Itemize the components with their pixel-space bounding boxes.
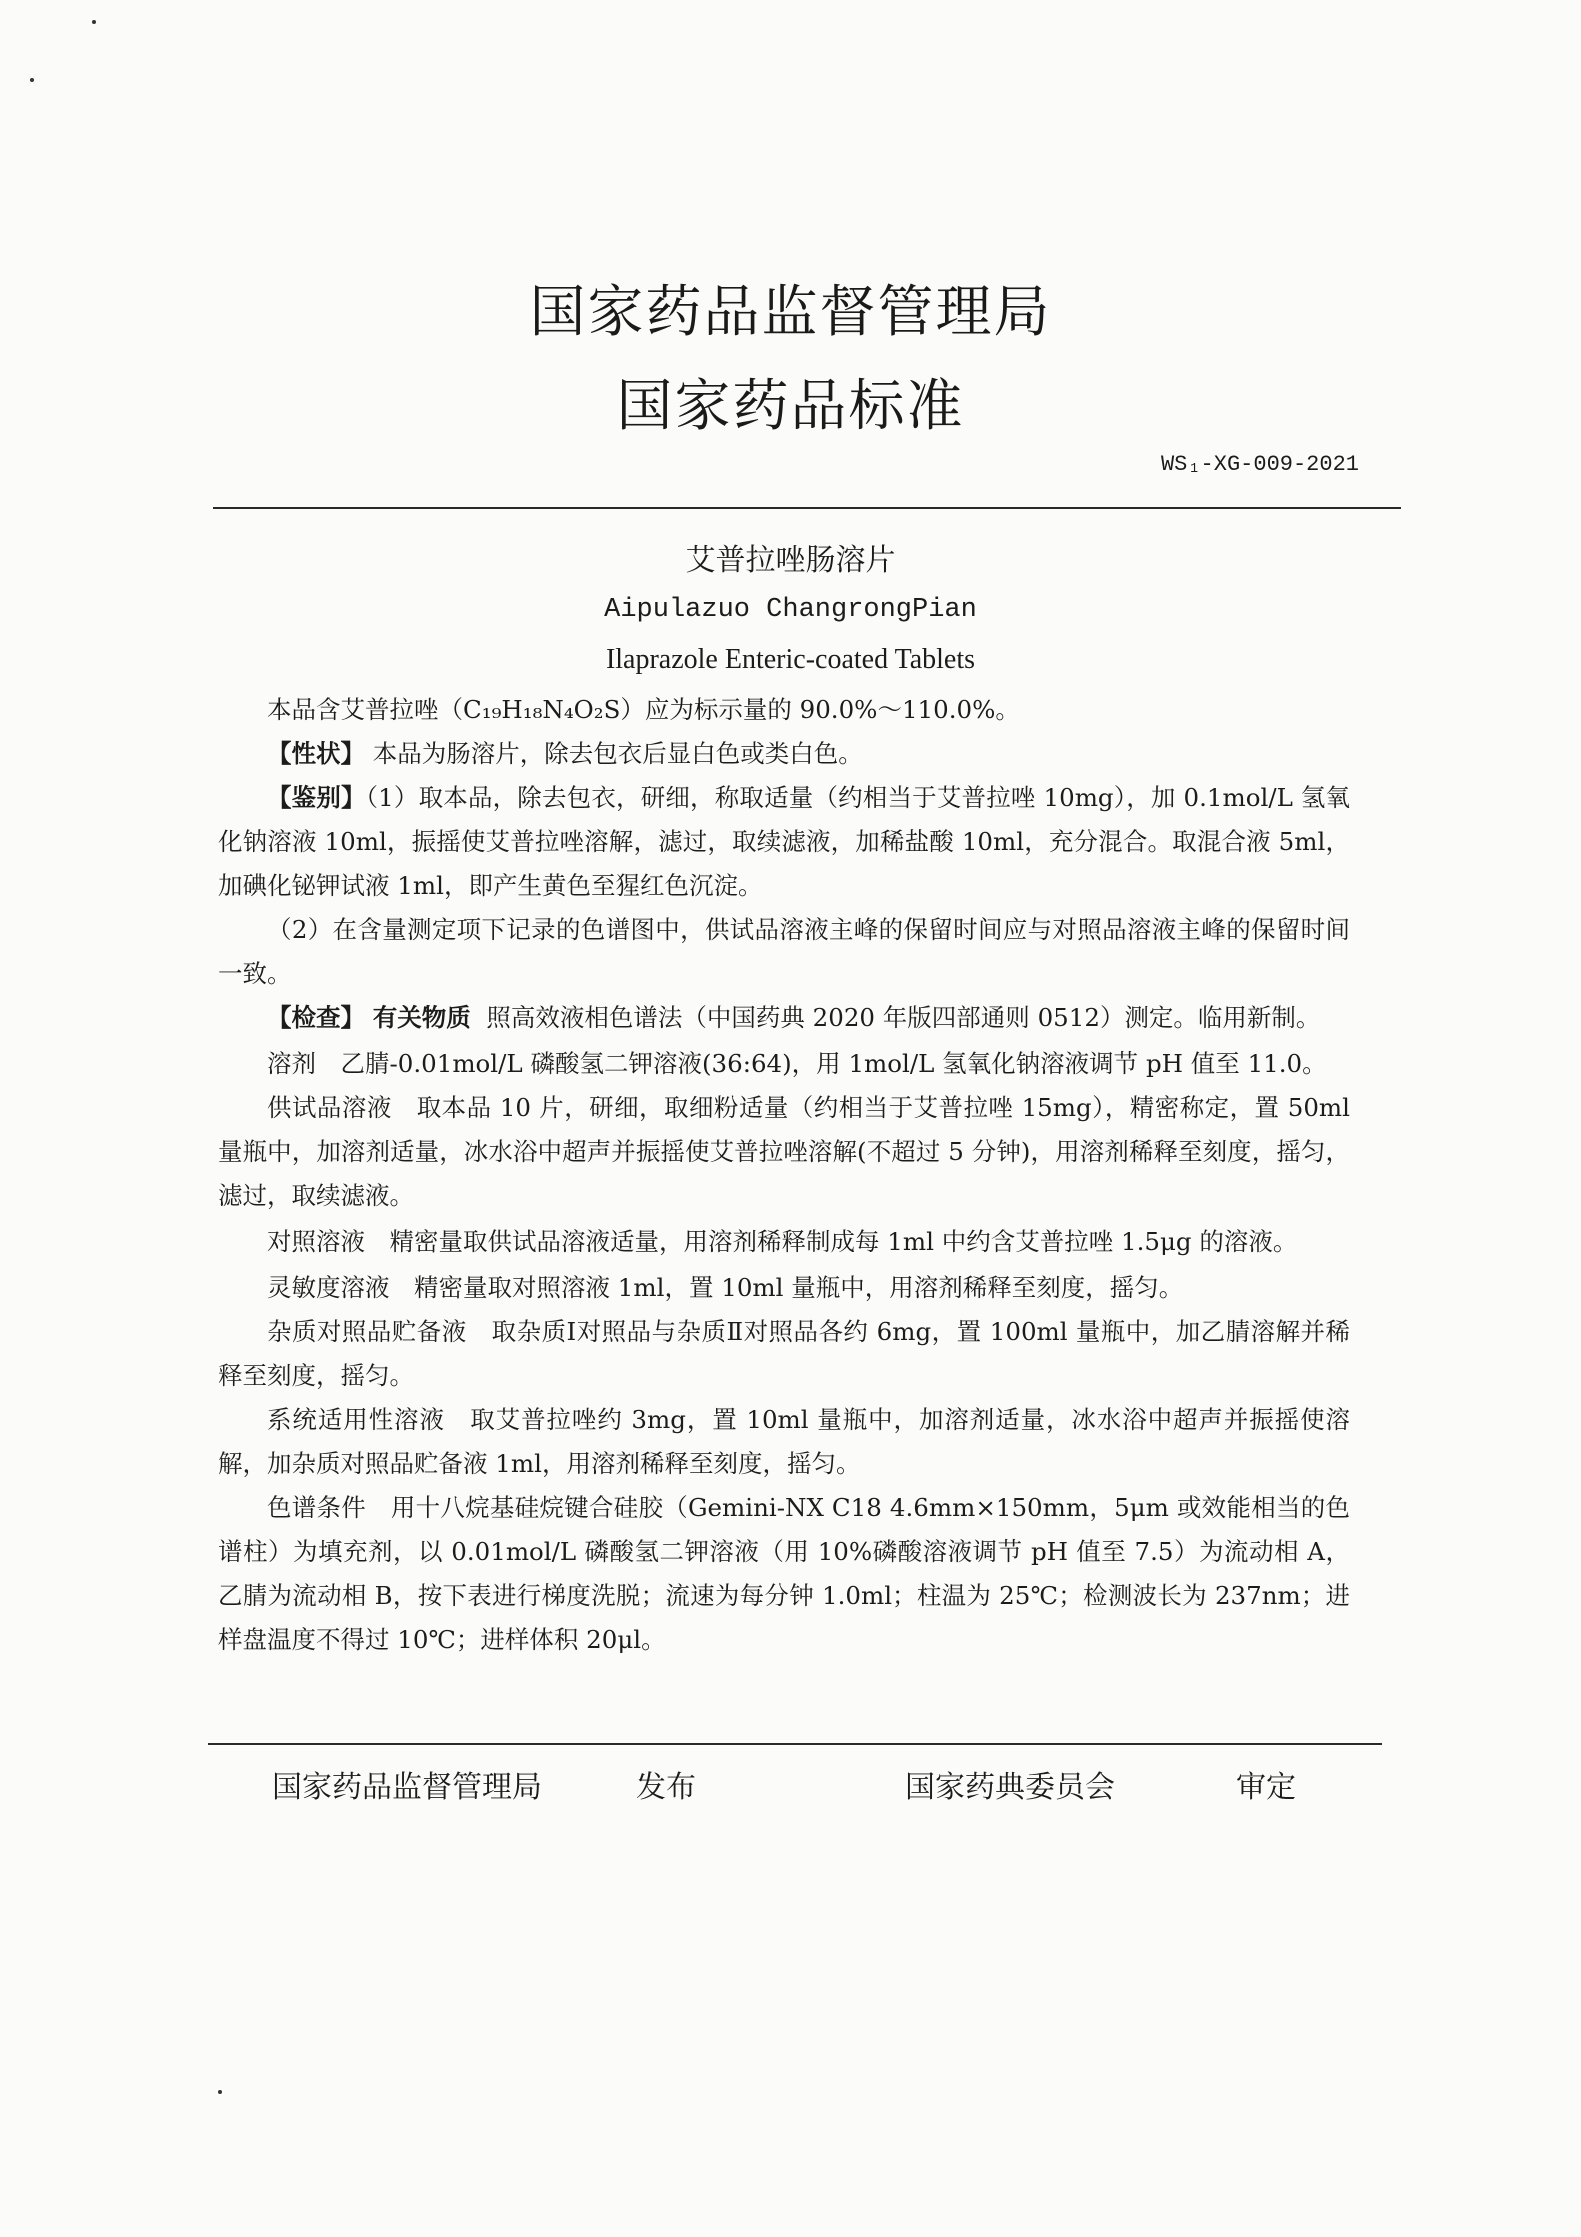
identification-label: 【鉴别】 [267,783,366,812]
document-code: WS₁-XG-009-2021 [1160,452,1359,477]
footer-divider [208,1743,1382,1745]
properties-text: 本品为肠溶片，除去包衣后显白色或类白色。 [372,739,863,768]
system-suitability-paragraph: 系统适用性溶液 取艾普拉唑约 3mg，置 10ml 量瓶中，加溶剂适量，冰水浴中超声并振摇使溶解，加杂质对照品贮备液 1ml，用溶剂稀释至刻度，摇匀。 [218,1405,1350,1478]
scan-speck [218,2090,222,2094]
inspection-text: 照高效液相色谱法（中国药典 2020 年版四部通则 0512）测定。临用新制。 [486,1003,1321,1032]
inspection-paragraph [218,996,1350,1040]
inspection-label: 【检查】 [267,1003,365,1032]
properties-paragraph [218,732,1350,776]
properties-label: 【性状】 [267,739,365,768]
chromatographic-conditions-paragraph: 色谱条件 用十八烷基硅烷键合硅胶（Gemini-NX C18 4.6mm×150mm，5μm 或效能相当的色谱柱）为填充剂，以 0.01mol/L 磷酸氢二钾溶液（用 10%磷酸溶液调节 pH 值至 7.5）为流动相 A，乙腈为流动相 B，按下表进行梯度洗脱；流速为每分钟 1.0ml；柱温为 25℃；检测波长为 237nm；进样盘温度不得过 10℃；进样体积 20μl。 [218,1493,1350,1654]
footer-publisher: 国家药品监督管理局 [272,1770,542,1805]
footer-committee: 国家药典委员会 [905,1770,1115,1805]
reference-solution-paragraph: 对照溶液 精密量取供试品溶液适量，用溶剂稀释制成每 1ml 中约含艾普拉唑 1.5μg 的溶液。 [267,1227,1298,1256]
drug-name-chinese: 艾普拉唑肠溶片 [685,543,896,578]
identification-paragraph [218,776,1350,908]
footer-approve-label: 审定 [1236,1770,1296,1805]
identification-2-paragraph: （2）在含量测定项下记录的色谱图中，供试品溶液主峰的保留时间应与对照品溶液主峰的保留时间一致。 [218,915,1350,988]
drug-name-pinyin: Aipulazuo ChangrongPian [604,595,977,625]
monograph-body [218,688,1350,1662]
inspection-sub-label: 有关物质 [372,1003,471,1032]
drug-name-english: Ilaprazole Enteric-coated Tablets [605,644,976,675]
scan-speck [92,20,96,24]
standard-title: 国家药品标准 [616,374,965,439]
footer-publish-label: 发布 [636,1770,696,1805]
test-solution-paragraph: 供试品溶液 取本品 10 片，研细，取细粉适量（约相当于艾普拉唑 15mg），精密称定，置 50ml 量瓶中，加溶剂适量，冰水浴中超声并振摇使艾普拉唑溶解(不超过 5 分钟)，用溶剂稀释至刻度，摇匀，滤过，取续滤液。 [218,1093,1350,1210]
impurity-stock-paragraph: 杂质对照品贮备液 取杂质Ⅰ对照品与杂质Ⅱ对照品各约 6mg，置 100ml 量瓶中，加乙腈溶解并稀释至刻度，摇匀。 [218,1317,1350,1390]
sensitivity-solution-paragraph: 灵敏度溶液 精密量取对照溶液 1ml，置 10ml 量瓶中，用溶剂稀释至刻度，摇匀。 [267,1273,1184,1302]
scan-speck [30,78,34,82]
solvent-paragraph: 溶剂 乙腈-0.01mol/L 磷酸氢二钾溶液(36:64)，用 1mol/L 氢氧化钠溶液调节 pH 值至 11.0。 [267,1049,1327,1078]
agency-title: 国家药品监督管理局 [529,280,1052,345]
intro-paragraph: 本品含艾普拉唑（C₁₉H₁₈N₄O₂S）应为标示量的 90.0%～110.0%。 [267,695,1020,724]
identification-1-text: （1）取本品，除去包衣，研细，称取适量（约相当于艾普拉唑 10mg），加 0.1mol/L 氢氧化钠溶液 10ml，振摇使艾普拉唑溶解，滤过，取续滤液，加稀盐酸 10ml，充分混合。取混合液 5ml，加碘化铋钾试液 1ml，即产生黄色至猩红色沉淀。 [218,783,1351,900]
header-divider [213,507,1401,509]
